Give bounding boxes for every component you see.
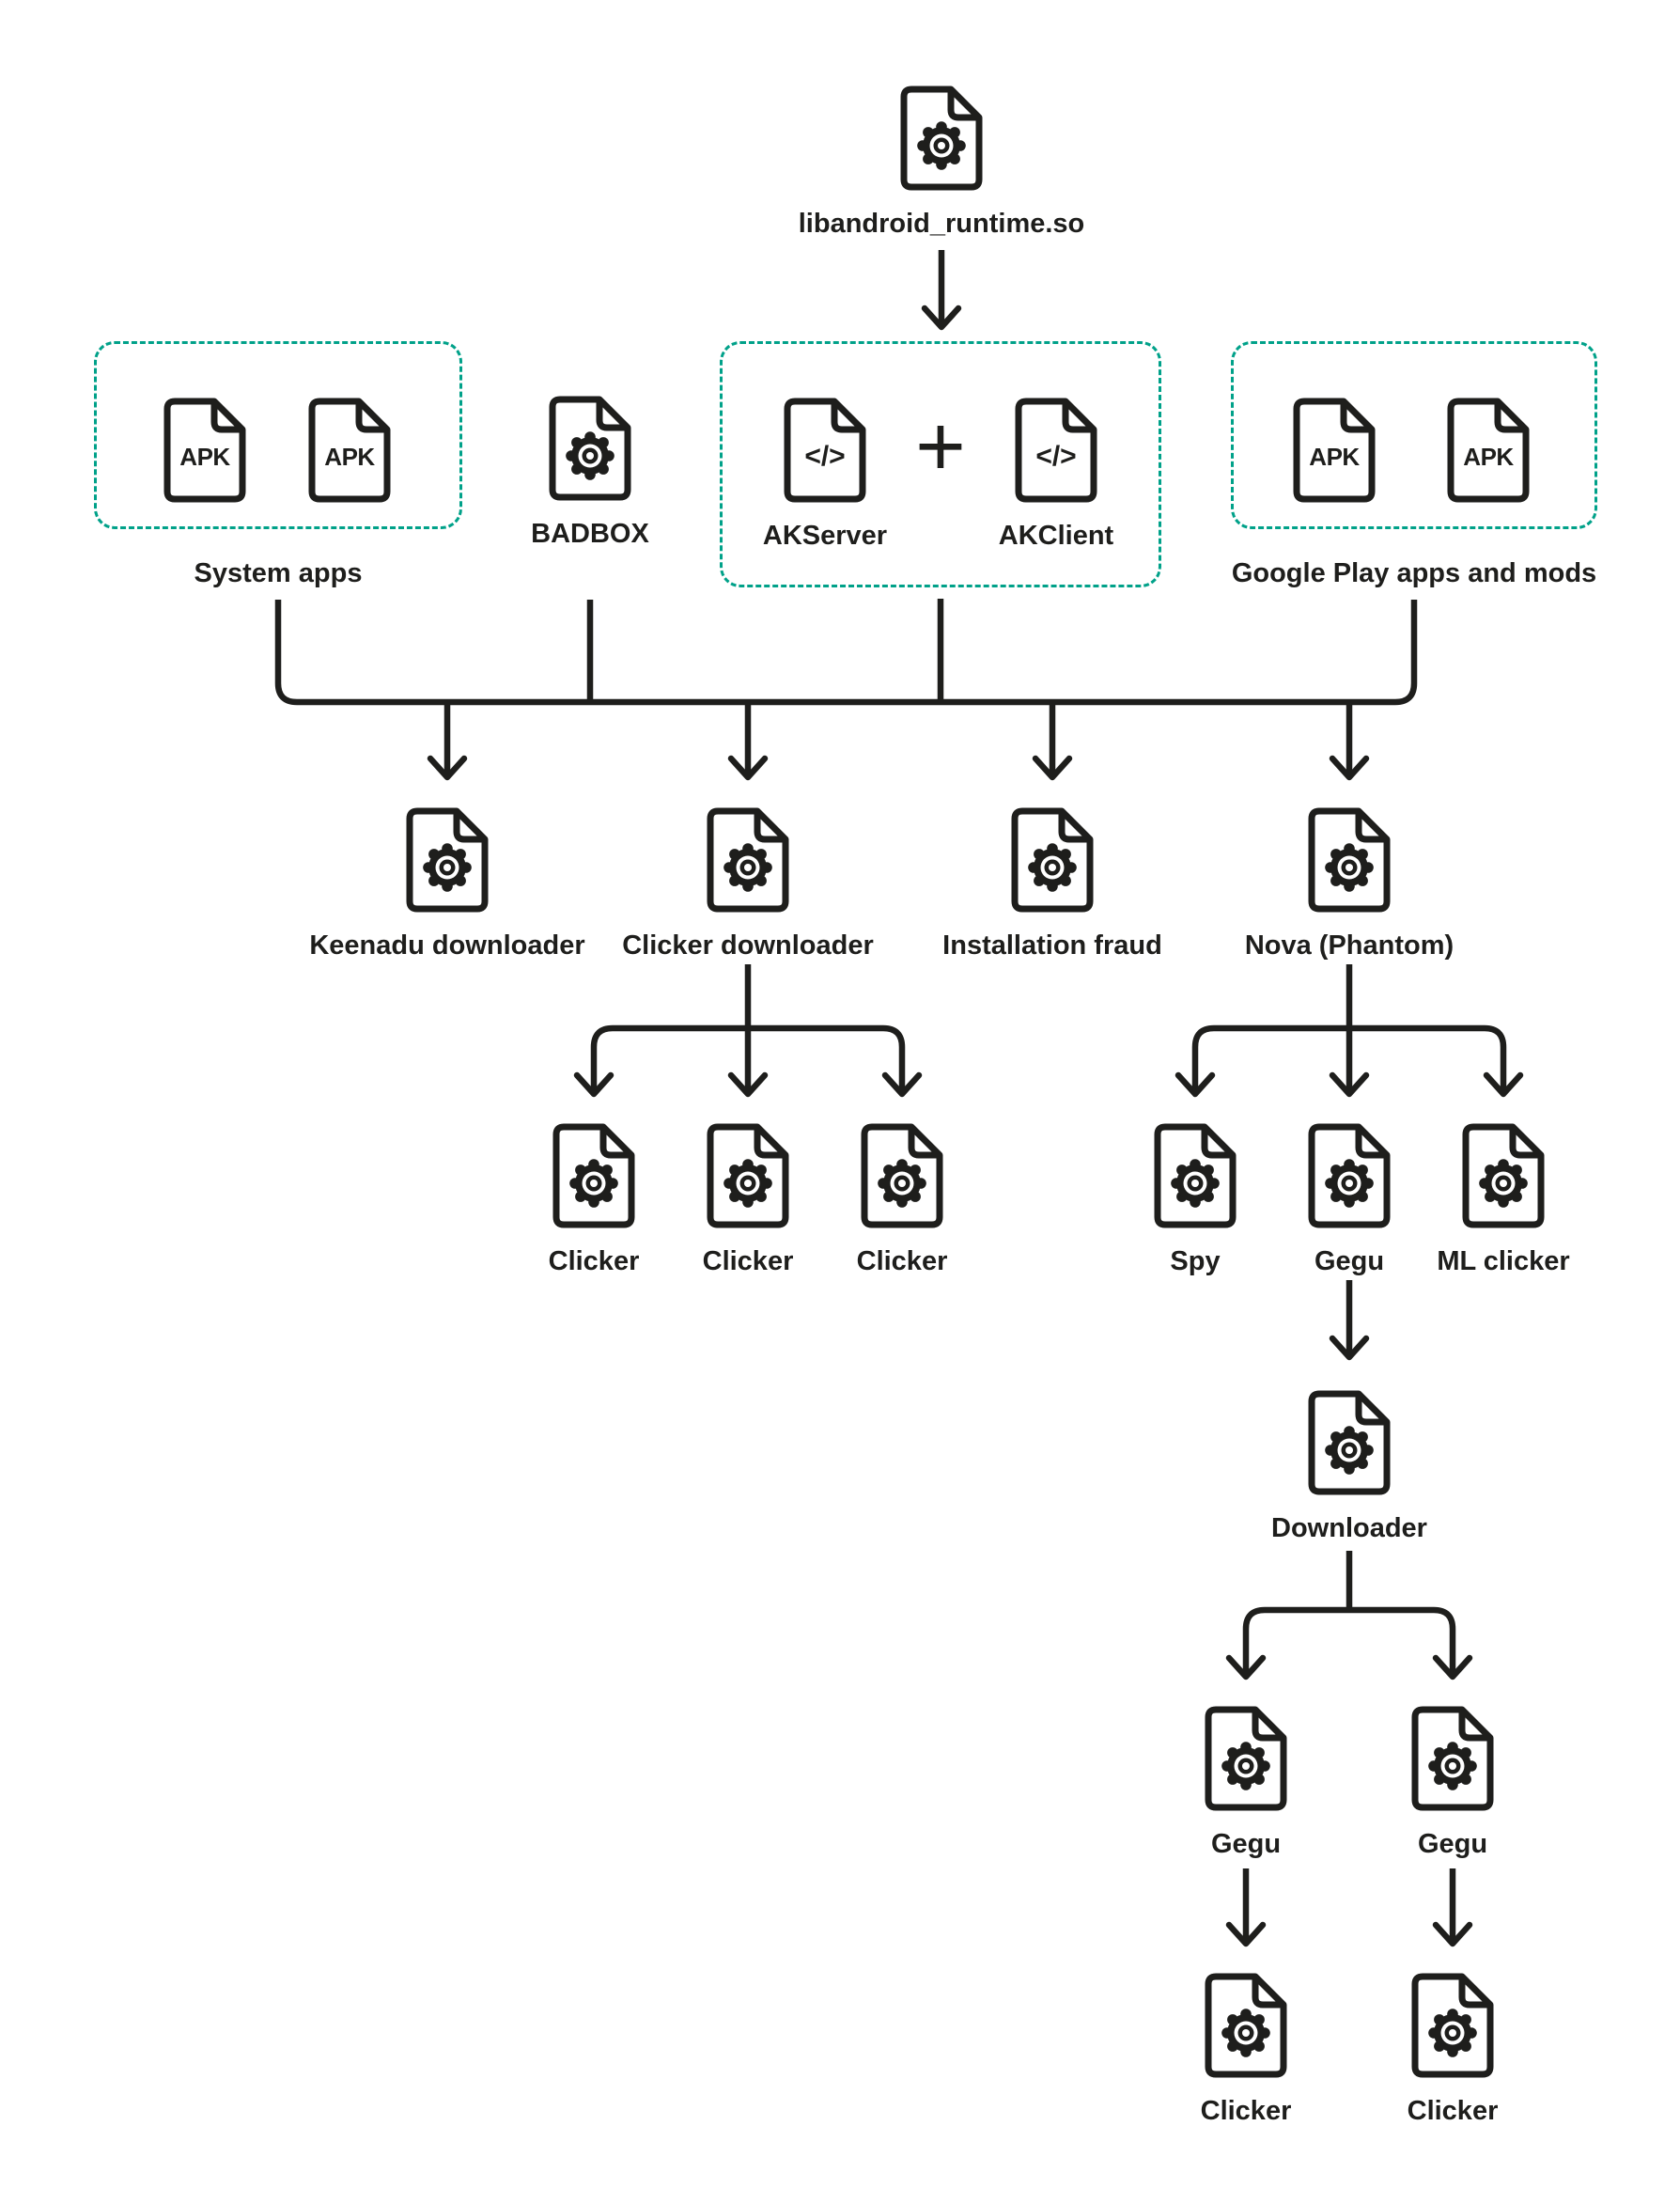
node-system-apk-1 (161, 395, 249, 506)
node-label: AKClient (998, 521, 1114, 551)
node-label: Gegu (1417, 1829, 1488, 1859)
node-clicker-3 (742, 1120, 1062, 1277)
node-label: BADBOX (531, 519, 649, 549)
apk-file-icon (161, 395, 249, 506)
group-label-google-play: Google Play apps and mods (1231, 558, 1597, 588)
gear-file-icon (1459, 1120, 1548, 1231)
gear-file-icon (897, 83, 986, 194)
gear-file-icon (1305, 805, 1393, 915)
code-file-icon (1012, 395, 1100, 506)
apk-glyph: APK (1309, 442, 1360, 471)
gear-file-icon (1202, 1703, 1290, 1814)
node-label: Spy (1170, 1246, 1221, 1276)
connector-bus (278, 600, 1414, 702)
node-label: Clicker downloader (622, 930, 874, 961)
node-keenadu-downloader (288, 805, 607, 961)
node-nova-phantom (1190, 805, 1509, 961)
node-downloader (1190, 1387, 1509, 1544)
gear-file-icon (858, 1120, 946, 1231)
connector-downloader-left (1246, 1610, 1349, 1675)
node-label: Gegu (1314, 1246, 1385, 1276)
group-box-system-apps (94, 341, 462, 529)
node-label: Nova (Phantom) (1244, 930, 1454, 961)
gear-file-icon (1202, 1970, 1290, 2081)
apk-glyph: APK (324, 442, 375, 471)
node-label: Clicker (1407, 2096, 1499, 2126)
node-label: Clicker (856, 1246, 948, 1276)
gear-file-icon (704, 805, 792, 915)
plus-sign: + (915, 399, 966, 494)
node-label: Installation fraud (942, 930, 1162, 961)
node-akclient (896, 395, 1216, 552)
apk-glyph: APK (179, 442, 230, 471)
node-google-apk-2 (1444, 395, 1532, 506)
connector-downloader-right (1349, 1610, 1453, 1675)
code-glyph: </> (1035, 441, 1077, 472)
gear-file-icon (546, 393, 634, 504)
node-label: Keenadu downloader (309, 930, 585, 961)
apk-file-icon (1444, 395, 1532, 506)
node-system-apk-2 (305, 395, 394, 506)
gear-file-icon (403, 805, 491, 915)
connector-clickerdl-right (748, 1028, 902, 1092)
group-label-system-apps: System apps (194, 558, 363, 588)
node-label: Clicker (548, 1246, 640, 1276)
connector-nova-right (1349, 1028, 1503, 1092)
gear-file-icon (1305, 1387, 1393, 1498)
connector-clickerdl-left (594, 1028, 748, 1092)
node-libandroid-runtime (782, 83, 1101, 240)
node-clicker-downloader (588, 805, 908, 961)
node-google-apk-1 (1290, 395, 1378, 506)
node-label: Clicker (1200, 2096, 1292, 2126)
node-clicker-5 (1293, 1970, 1612, 2127)
node-label: AKServer (762, 521, 888, 551)
apk-file-icon (1290, 395, 1378, 506)
node-installation-fraud (893, 805, 1212, 961)
apk-file-icon (305, 395, 394, 506)
code-file-icon (781, 395, 869, 506)
gear-file-icon (1408, 1703, 1497, 1814)
node-gegu-right (1293, 1703, 1612, 1860)
node-label: ML clicker (1437, 1246, 1570, 1276)
apk-glyph: APK (1463, 442, 1514, 471)
gear-file-icon (1008, 805, 1097, 915)
node-label: Downloader (1271, 1513, 1427, 1543)
node-ml-clicker (1344, 1120, 1663, 1277)
node-label: libandroid_runtime.so (798, 209, 1085, 239)
connector-nova-left (1195, 1028, 1349, 1092)
group-box-google-play (1231, 341, 1597, 529)
code-glyph: </> (804, 441, 846, 472)
gear-file-icon (1408, 1970, 1497, 2081)
node-label: Clicker (702, 1246, 794, 1276)
node-label: Gegu (1210, 1829, 1282, 1859)
